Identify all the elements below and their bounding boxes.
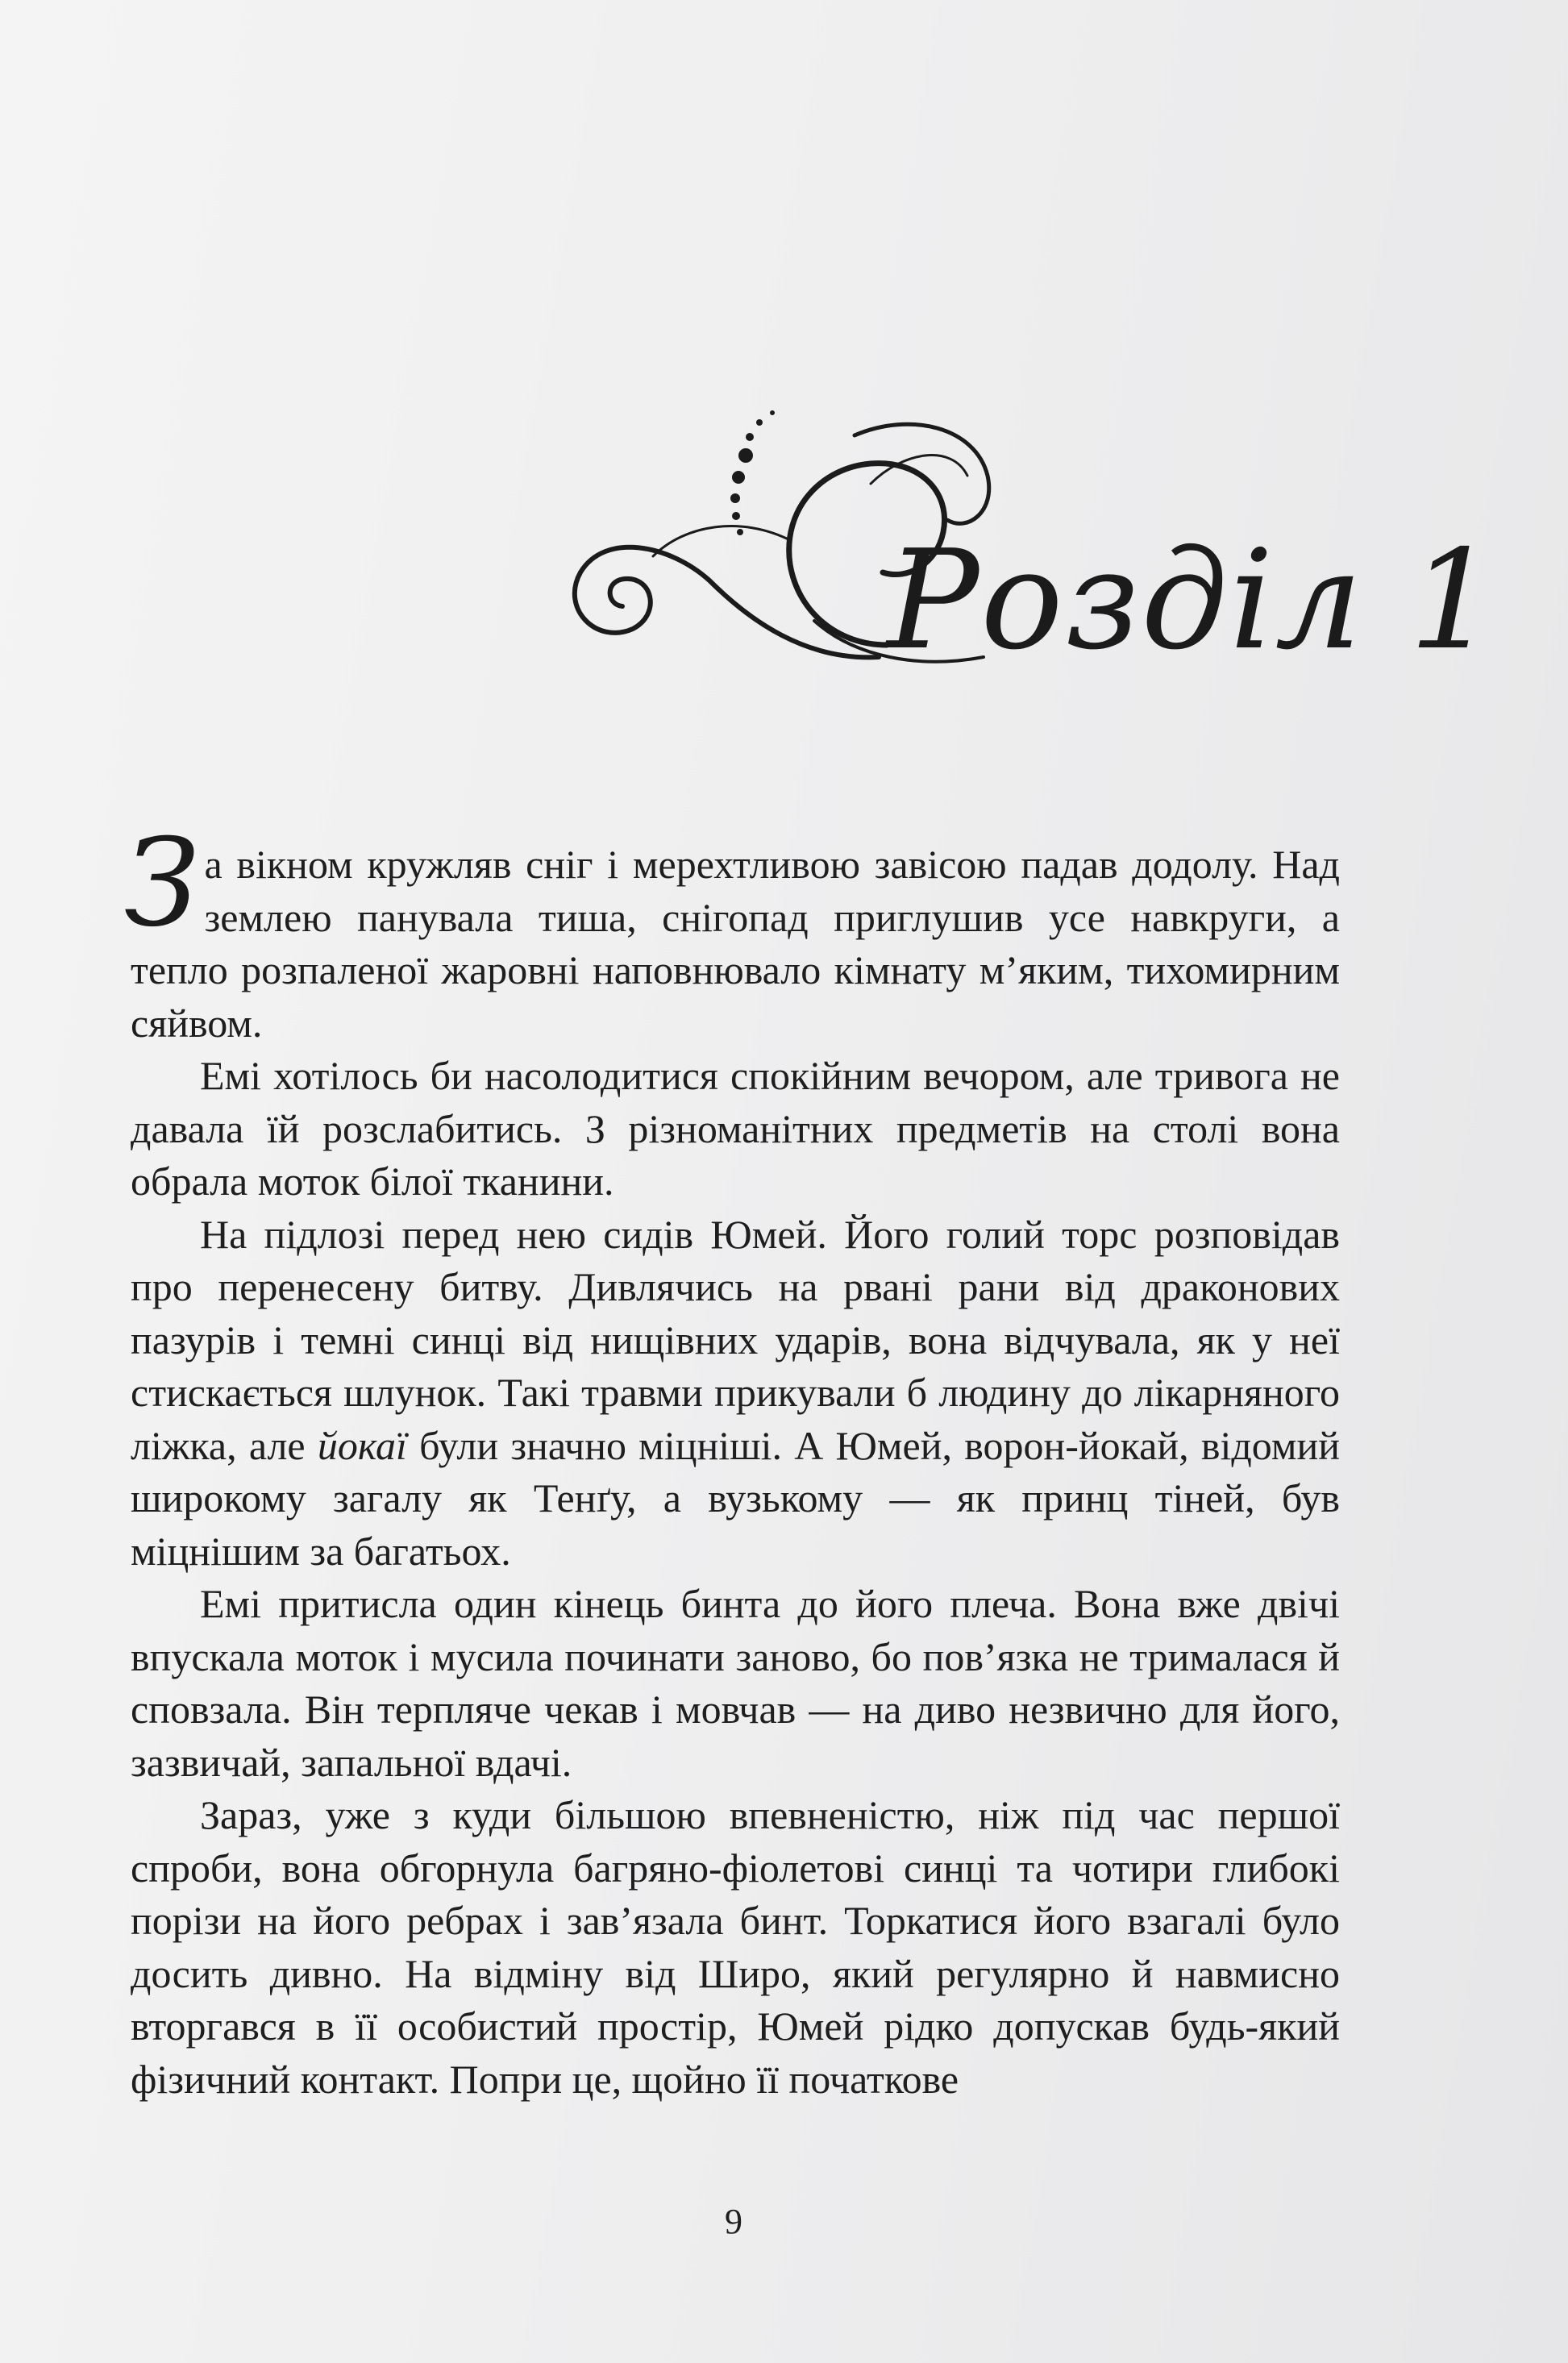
paragraph-3: [131, 1209, 1340, 1579]
paragraph-3-text-b: були значно міцніші. А Юмей, ворон-йокай, відомий широкому загалу як Тенґу, а вузькому — як принц тіней, був міцнішим за багатьох.: [131, 1422, 1340, 1574]
page-number: 9: [725, 2202, 742, 2241]
paragraph-5: Зараз, уже з куди більшою впевненістю, ніж під час першої спроби, вона обгорнула багряно-фіолетові синці та чотири глибокі порізи на його ребрах і зав’язала бинт. Торкатися його взагалі було досить дивно. На відміну від Широ, який регулярно й навмисно вторгався в її особистий простір, Юмей рідко допускав будь-який фізичний контакт. Попри це, щойно її початкове: [131, 1792, 1340, 2102]
paragraph-2: Емі хотілось би насолодитися спокійним вечором, але тривога не давала їй розслабитись. З різноманітних предметів на столі вона обрала моток білої тканини.: [131, 1053, 1340, 1204]
body-text: [124, 813, 1340, 2106]
drop-cap: З: [124, 813, 200, 954]
paragraph-1: [124, 813, 1340, 1050]
paragraph-3-text-a: На підлозі перед нею сидів Юмей. Його голий торс розповідав про перенесену битву. Дивлячись на рвані рани від драконових пазурів і темні синці від нищівних ударів, вона відчувала, як у неї стискається шлунок. Такі травми прикували б людину до лікарняного ліжка, але: [131, 1211, 1340, 1468]
paragraph-4: Емі притисла один кінець бинта до його плеча. Вона вже двічі впускала моток і мусила починати заново, бо пов’язка не трималася й сповзала. Він терпляче чекав і мовчав — на диво незвично для його, зазвичай, запальної вдачі.: [131, 1581, 1340, 1785]
paragraph-1-text: а вікном кружляв сніг і мерехтливою завісою падав додолу. Над землею панувала тиша, снігопад приглушив усе навкруги, а тепло розпаленої жаровні наповнювало кімнату м’яким, тихомирним сяйвом.: [131, 842, 1340, 1046]
chapter-title: Розділ 1: [887, 521, 1499, 680]
paragraph-3-emphasis: йокаї: [317, 1422, 407, 1468]
